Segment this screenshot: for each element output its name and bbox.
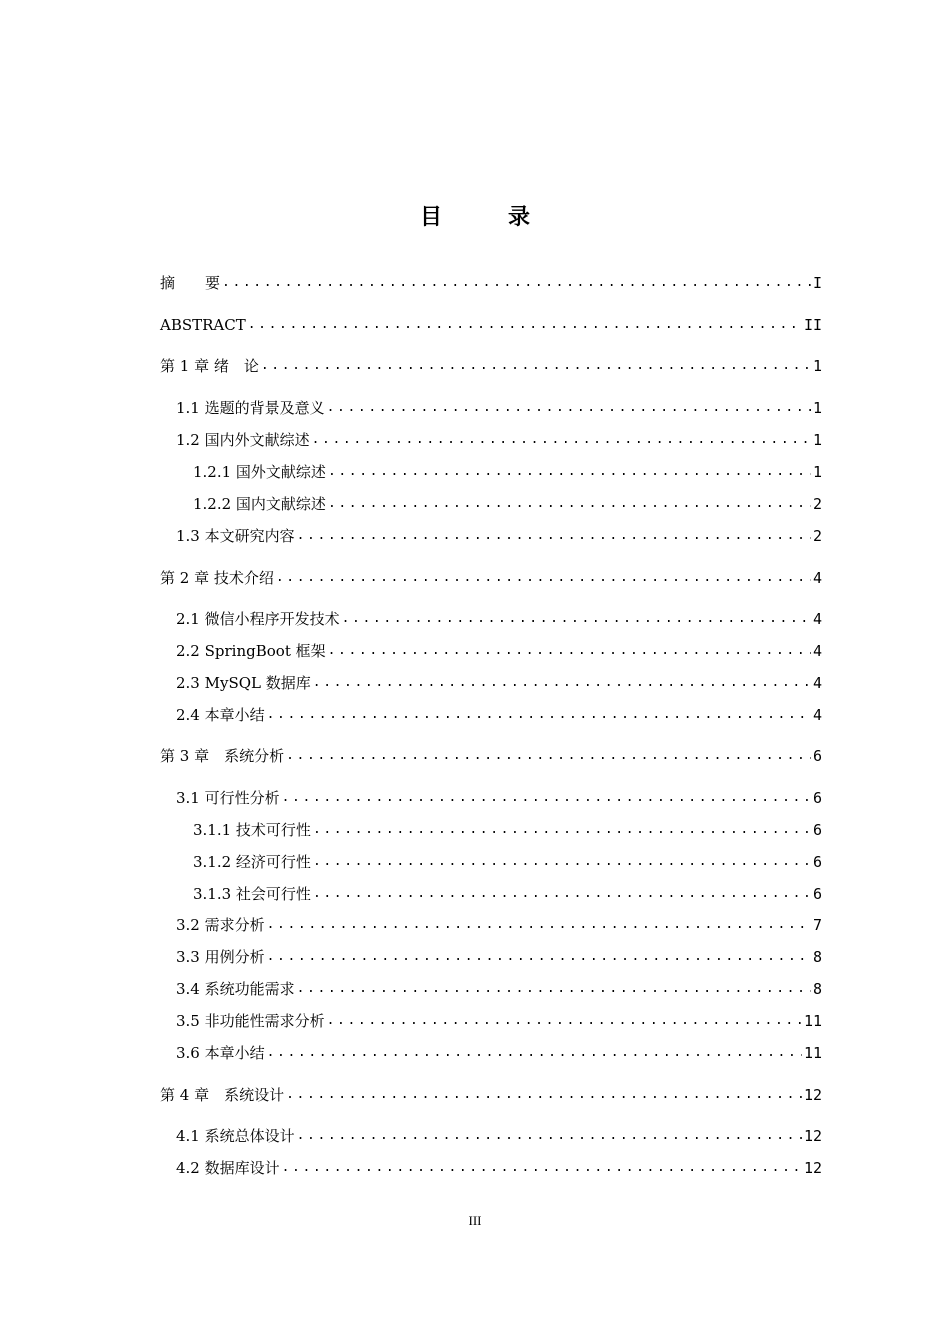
toc-entry[interactable] — [176, 395, 822, 419]
toc-leader — [313, 851, 811, 873]
toc-leader — [248, 314, 802, 336]
toc-entry[interactable] — [176, 1123, 822, 1147]
toc-entry-label: 3.1.2 经济可行性 — [193, 853, 311, 871]
toc-entry[interactable] — [193, 491, 822, 515]
toc-leader — [313, 819, 811, 841]
toc-entry-page: 6 — [812, 747, 822, 765]
toc-leader — [327, 397, 811, 419]
toc-entry[interactable] — [176, 606, 822, 630]
page-number: III — [468, 1213, 482, 1228]
toc-entry-page: 1 — [812, 399, 822, 417]
toc-leader — [342, 608, 811, 630]
toc-entry[interactable] — [160, 353, 822, 377]
toc-entry[interactable] — [160, 270, 822, 294]
toc-entry[interactable] — [176, 1155, 822, 1179]
toc-entry[interactable] — [176, 1040, 822, 1064]
toc-entry-page: 6 — [812, 885, 822, 903]
toc-entry-label: 4.2 数据库设计 — [176, 1159, 280, 1177]
toc-entry-page: 4 — [812, 674, 822, 692]
toc-leader — [222, 272, 811, 294]
toc-entry[interactable] — [193, 459, 822, 483]
toc-entry-label: 3.6 本章小结 — [176, 1044, 265, 1062]
toc-entry-label: 2.4 本章小结 — [176, 706, 265, 724]
toc-leader — [328, 640, 811, 662]
toc-leader — [267, 946, 811, 968]
toc-entry-label: 1.2.1 国外文献综述 — [193, 463, 326, 481]
toc-leader — [313, 672, 811, 694]
toc-entry-label: 3.2 需求分析 — [176, 916, 265, 934]
toc-entry[interactable] — [176, 670, 822, 694]
toc-leader — [328, 493, 811, 515]
toc-entry-page: 8 — [812, 948, 822, 966]
toc-leader — [261, 355, 811, 377]
toc-entry-label: 3.1.3 社会可行性 — [193, 885, 311, 903]
toc-entry-label: 2.2 SpringBoot 框架 — [176, 642, 326, 660]
toc-entry-page: 11 — [803, 1044, 822, 1062]
toc-entry[interactable] — [193, 817, 822, 841]
toc-entry[interactable] — [160, 1082, 822, 1106]
toc-entry-label: 3.4 系统功能需求 — [176, 980, 295, 998]
toc-entry[interactable] — [193, 881, 822, 905]
toc-entry-page: 1 — [812, 431, 822, 449]
toc-entry-label: 第 3 章 系统分析 — [160, 747, 285, 765]
toc-leader — [297, 1125, 802, 1147]
toc-entry[interactable] — [193, 849, 822, 873]
toc-entry-label: 第 4 章 系统设计 — [160, 1086, 285, 1104]
toc-entry-label: ABSTRACT — [160, 316, 246, 334]
toc-entry-label: 2.1 微信小程序开发技术 — [176, 610, 340, 628]
toc-entry-page: 12 — [803, 1159, 822, 1177]
toc-entry-page: 11 — [803, 1012, 822, 1030]
toc-leader — [286, 745, 811, 767]
toc-leader — [313, 883, 811, 905]
toc-entry-page: 12 — [803, 1127, 822, 1145]
toc-entry-label: 3.5 非功能性需求分析 — [176, 1012, 325, 1030]
toc-entry-label: 摘 要 — [160, 274, 221, 292]
toc-entry-page: 2 — [812, 527, 822, 545]
toc-leader — [297, 978, 811, 1000]
toc-entry-page: I — [812, 274, 822, 292]
toc-entry-page: 6 — [812, 853, 822, 871]
toc-entry-page: 8 — [812, 980, 822, 998]
toc-leader — [312, 429, 811, 451]
toc-entry[interactable] — [176, 912, 822, 936]
toc-entry[interactable] — [176, 523, 822, 547]
toc-entry-page: 4 — [812, 706, 822, 724]
toc-leader — [286, 1084, 802, 1106]
toc-leader — [327, 1010, 802, 1032]
toc-entry-label: 1.2.2 国内文献综述 — [193, 495, 326, 513]
toc-entry[interactable] — [160, 312, 822, 336]
toc-entry-page: 1 — [812, 357, 822, 375]
toc-entry-label: 3.3 用例分析 — [176, 948, 265, 966]
toc-entry[interactable] — [176, 976, 822, 1000]
toc-entry-label: 1.2 国内外文献综述 — [176, 431, 310, 449]
toc-entry[interactable] — [176, 944, 822, 968]
toc-entry-page: 1 — [812, 463, 822, 481]
toc-entry-label: 2.3 MySQL 数据库 — [176, 674, 311, 692]
toc-leader — [328, 461, 811, 483]
toc-leader — [267, 1042, 802, 1064]
toc-entry[interactable] — [176, 1008, 822, 1032]
toc-entry[interactable] — [176, 702, 822, 726]
toc-entry-page: 7 — [812, 916, 822, 934]
toc-leader — [267, 704, 811, 726]
toc-leader — [297, 525, 811, 547]
toc-entry-label: 1.1 选题的背景及意义 — [176, 399, 325, 417]
toc-entry[interactable] — [160, 743, 822, 767]
page-title: 目 录 — [419, 205, 552, 230]
toc-leader — [267, 914, 811, 936]
toc-entry-page: 4 — [812, 642, 822, 660]
toc-entry[interactable] — [176, 785, 822, 809]
toc-entry-page: 6 — [812, 821, 822, 839]
toc-entry-page: II — [803, 316, 822, 334]
toc-entry-page: 12 — [803, 1086, 822, 1104]
toc-entry-label: 第 1 章 绪 论 — [160, 357, 259, 375]
toc-entry-label: 4.1 系统总体设计 — [176, 1127, 295, 1145]
toc-leader — [282, 1157, 802, 1179]
toc-leader — [276, 567, 811, 589]
toc-entry-label: 第 2 章 技术介绍 — [160, 569, 274, 587]
toc-entry-page: 4 — [812, 569, 822, 587]
toc-entry[interactable] — [176, 427, 822, 451]
toc-entry-page: 4 — [812, 610, 822, 628]
toc-entry-page: 6 — [812, 789, 822, 807]
toc-entry-label: 3.1.1 技术可行性 — [193, 821, 311, 839]
toc-entry-page: 2 — [812, 495, 822, 513]
toc-entry-label: 3.1 可行性分析 — [176, 789, 280, 807]
toc-entry-label: 1.3 本文研究内容 — [176, 527, 295, 545]
toc-entry[interactable] — [160, 565, 822, 589]
toc-leader — [282, 787, 811, 809]
toc-entry[interactable] — [176, 638, 822, 662]
